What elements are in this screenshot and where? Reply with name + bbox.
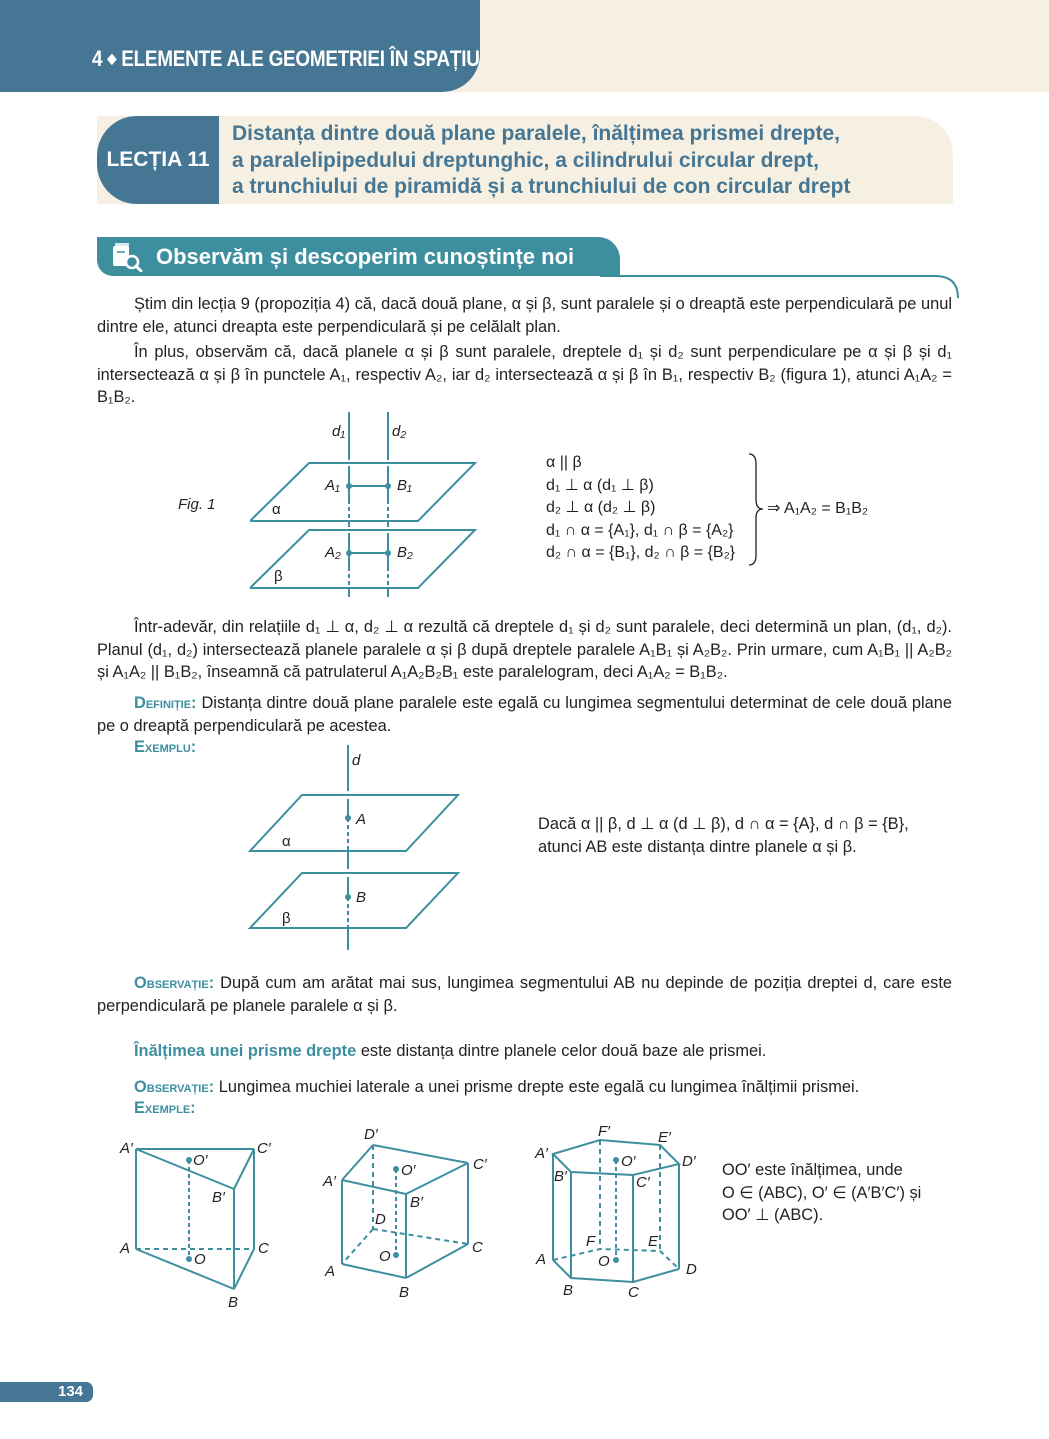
paragraph-observation: În plus, observăm că, dacă planele α și β sunt paralele, dreptele d₁ și d₂ sunt perpendiculare pe α și β și d₁ intersectează α și β în punctele A₁, respectiv A₂, iar d₂ intersectează α și β în B₁, respectiv B₂ (figura 1), atunci A₁A₂ = B₁B₂.: [97, 343, 952, 407]
observation-block: [97, 972, 952, 1017]
height-note: [722, 1159, 921, 1227]
chapter-name: ELEMENTE ALE GEOMETRIEI ÎN SPAȚIU: [121, 46, 480, 71]
example-text-line: Dacă α || β, d ⊥ α (d ⊥ β), d ∩ α = {A}, d ∩ β = {B},: [538, 815, 909, 833]
example-text-line: atunci AB este distanța dintre planele α și β.: [538, 837, 857, 856]
label-E: E: [648, 1233, 659, 1250]
observation-2-text: Lungimea muchiei laterale a unei prisme drepte este egală cu lungimea înălțimii prismei.: [218, 1078, 860, 1096]
lesson-title-line: a trunchiului de piramidă și a trunchiului de con circular drept: [232, 175, 851, 198]
label-B: B: [228, 1294, 239, 1311]
relation-line: d₂ ∩ α = {B₁}, d₂ ∩ β = {B₂}: [546, 544, 736, 561]
label-A-prime: A′: [535, 1145, 548, 1162]
label-d1: d₁: [332, 423, 346, 440]
definition-label: Definiție:: [134, 694, 197, 712]
figure-1-parallel-planes: [250, 412, 480, 597]
prism-height-term: Înălțimea unei prisme drepte: [134, 1042, 357, 1060]
label-O: O: [379, 1248, 391, 1265]
figure-quadrilateral-prism: [315, 1120, 515, 1310]
lesson-title: [232, 121, 952, 201]
label-O: O: [598, 1253, 610, 1270]
label-B-prime: B′: [212, 1189, 225, 1206]
label-C-prime: C′: [473, 1156, 487, 1173]
label-C: C: [628, 1284, 639, 1301]
label-A1: A₁: [325, 477, 340, 494]
label-D-prime: D′: [682, 1153, 696, 1170]
label-B-prime: B′: [554, 1168, 567, 1185]
label-alpha: α: [282, 833, 291, 850]
label-beta: β: [274, 568, 283, 585]
label-O-prime: O′: [193, 1152, 208, 1169]
label-A-prime: A′: [323, 1173, 336, 1190]
label-D: D: [686, 1261, 697, 1278]
label-O-prime: O′: [621, 1153, 636, 1170]
label-B-prime: B′: [410, 1194, 423, 1211]
note-line: OO′ ⊥ (ABC).: [722, 1206, 824, 1224]
label-D-prime: D′: [364, 1126, 378, 1143]
chapter-title: [92, 46, 480, 72]
label-F: F: [586, 1233, 596, 1250]
label-A: A: [325, 1263, 336, 1280]
label-A2: A₂: [325, 544, 341, 561]
label-C-prime: C′: [636, 1174, 650, 1191]
diamond-icon: ◆: [107, 50, 117, 66]
example-label: Exemplu:: [134, 738, 197, 756]
label-C: C: [472, 1239, 483, 1256]
label-C: C: [258, 1240, 269, 1257]
label-d: d: [352, 752, 361, 769]
label-C-prime: C′: [257, 1140, 271, 1157]
paragraph-intro: Știm din lecția 9 (propoziția 4) că, dacă două plane, α și β, sunt paralele și o dreaptă este perpendiculară pe unul dintre ele, atunci dreapta este perpendiculară și pe celălalt plan.: [97, 295, 952, 336]
examples-label: Exemple:: [134, 1099, 196, 1117]
relation-line: d₁ ∩ α = {A₁}, d₁ ∩ β = {A₂}: [546, 521, 734, 539]
example-explanation: [538, 813, 909, 858]
label-A: A: [536, 1251, 547, 1268]
lesson-label: LECȚIA 11: [106, 148, 210, 171]
paragraph-proof: Într-adevăr, din relațiile d₁ ⊥ α, d₂ ⊥ α rezultă că dreptele d₁ și d₂ sunt paralele, deci determină un plan, (d₁, d₂). Planul (d₁, d₂) intersectează planele paralele α și β după dreptele paralele A₁B₁ și A₂B₂. Prin urmare, cum A₁B₁ || A₂B₂ și A₁A₂ || B₁B₂, înseamnă că patrulaterul A₁A₂B₂B₁ este paralelogram, deci A₁A₂ = B₁B₂.: [97, 618, 952, 682]
label-B: B: [563, 1282, 574, 1299]
label-B: B: [399, 1284, 410, 1301]
definition-text: Distanța dintre două plane paralele este egală cu lungimea segmentului determinat de cele două plane pe o dreaptă perpendiculară pe acestea.: [97, 694, 952, 735]
lesson-title-line: Distanța dintre două plane paralele, înălțimea prismei drepte,: [232, 122, 841, 145]
label-beta: β: [282, 910, 291, 927]
relation-line: d₂ ⊥ α (d₂ ⊥ β): [546, 499, 656, 516]
figure-hexagonal-prism: [525, 1115, 715, 1305]
label-E-prime: E′: [658, 1129, 671, 1146]
label-alpha: α: [272, 501, 281, 518]
section-title: Observăm și descoperim cunoștințe noi: [156, 244, 575, 269]
book-search-icon: [110, 242, 144, 272]
page-number: 134: [58, 1383, 84, 1400]
figure-caption: Fig. 1: [178, 496, 216, 513]
label-A: A: [356, 811, 367, 828]
label-F-prime: F′: [598, 1123, 610, 1140]
label-A: A: [120, 1240, 131, 1257]
label-B: B: [356, 889, 367, 906]
note-line: OO′ este înălțimea, unde: [722, 1161, 903, 1179]
label-A-prime: A′: [120, 1140, 133, 1157]
observation-2-block: [97, 1076, 952, 1099]
note-line: O ∈ (ABC), O′ ∈ (A′B′C′) și: [722, 1183, 922, 1202]
label-d2: d₂: [392, 423, 407, 440]
observation-text: După cum am arătat mai sus, lungimea segmentului AB nu depinde de poziția dreptei d, care este perpendiculară pe planele paralele α și β.: [97, 974, 952, 1015]
prism-height-text: este distanța dintre planele celor două baze ale prismei.: [356, 1042, 767, 1060]
label-D: D: [375, 1211, 386, 1228]
label-O-prime: O′: [401, 1162, 416, 1179]
figure-triangular-prism: [110, 1125, 310, 1315]
prism-height-statement: [97, 1040, 952, 1063]
relations-conclusion: ⇒ A₁A₂ = B₁B₂: [767, 500, 869, 517]
observation-2-label: Observație:: [134, 1078, 215, 1096]
relation-line: α || β: [546, 454, 582, 471]
figure-example-planes: [240, 745, 470, 955]
relation-line: d₁ ⊥ α (d₁ ⊥ β): [546, 476, 654, 494]
definition-block: [97, 692, 952, 737]
label-B1: B₁: [397, 477, 412, 494]
chapter-number: 4: [92, 46, 103, 71]
right-brace-icon: [746, 452, 766, 567]
observation-label: Observație:: [134, 974, 215, 992]
label-O: O: [194, 1251, 206, 1268]
lesson-title-line: a paralelipipedului dreptunghic, a cilindrului circular drept,: [232, 148, 819, 172]
label-B2: B₂: [397, 544, 413, 561]
relations-system: [546, 452, 735, 565]
